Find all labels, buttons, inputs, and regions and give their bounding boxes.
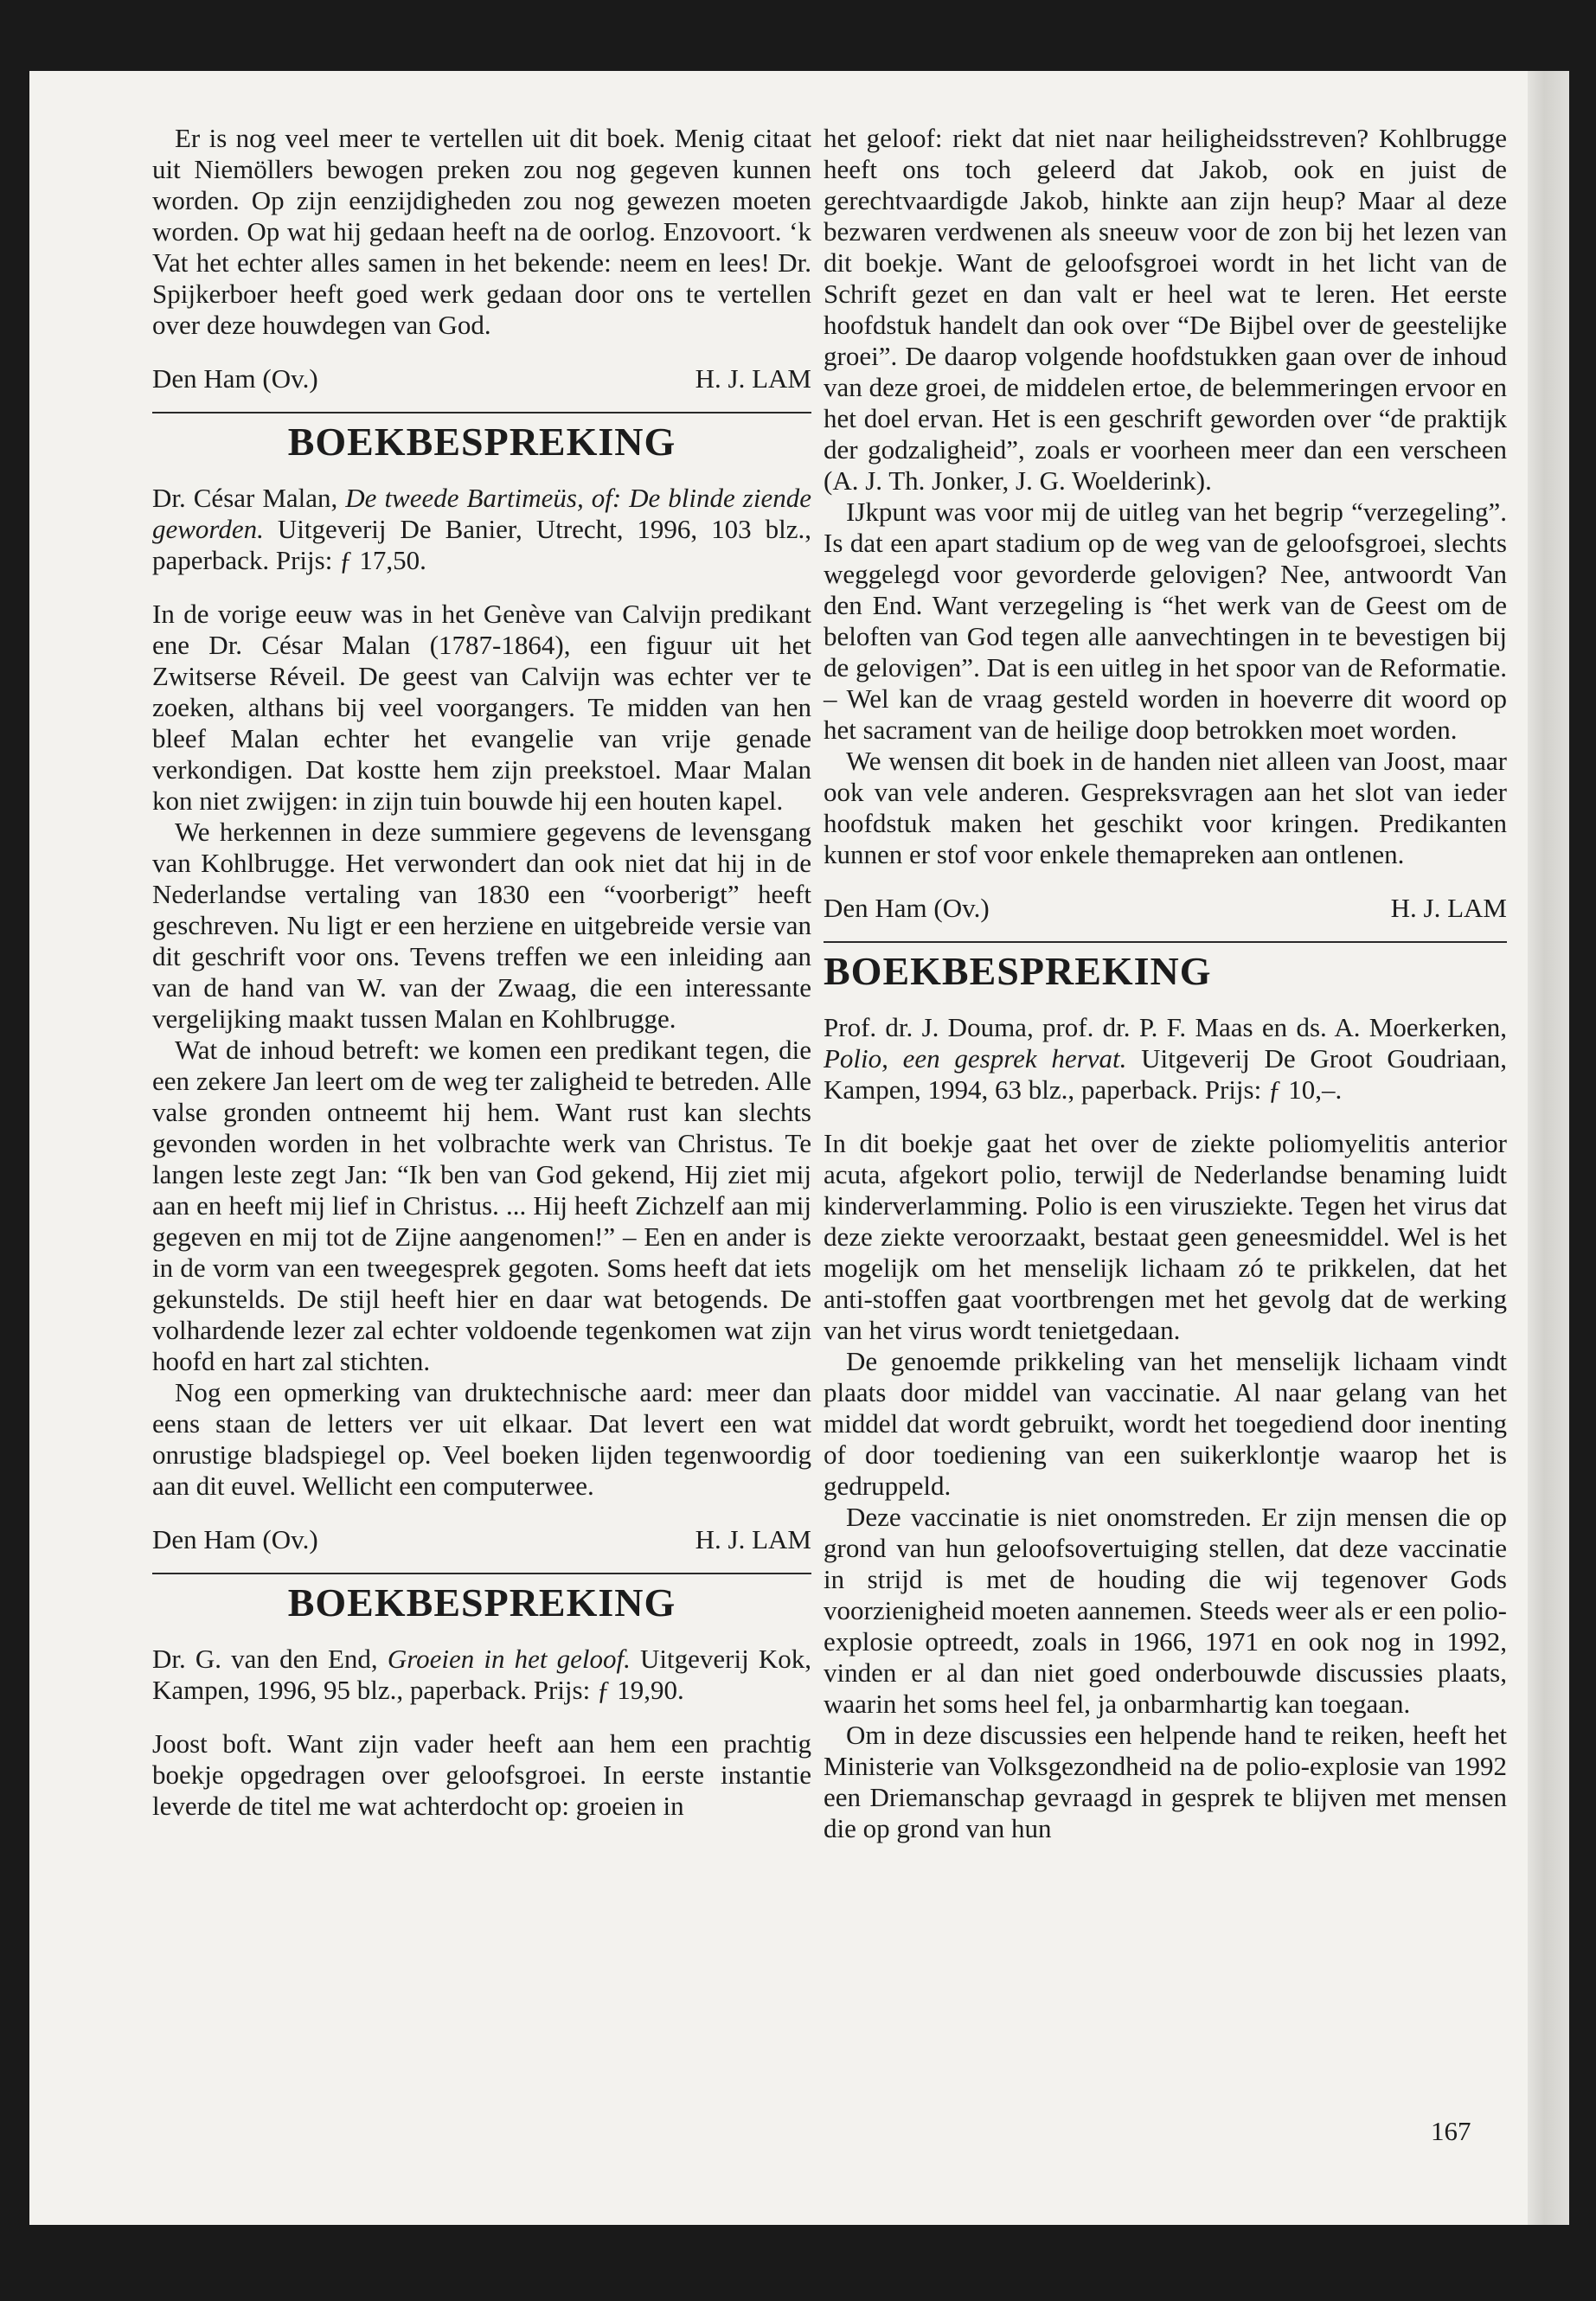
review-paragraph: IJkpunt was voor mij de uitleg van het begrip “verzegeling”. Is dat een apart stadium op de weg van de geloofsgroei, slechts weggelegd voor gevorderde gelovigen? Nee, antwoordt Van den End. Want verzegeling is “het werk van de Geest om de beloften van God tegen alle aanvechtingen in te bevestigen bij de gelovigen”. Dat is een uitleg in het spoor van de Reformatie. – Wel kan de vraag gesteld worden in hoeverre dit woord op het sacrament van de heilige doop betrokken moet worden.	[824, 497, 1507, 745]
book-author: Dr. G. van den End,	[152, 1644, 388, 1674]
book-reference	[152, 1644, 811, 1706]
book-title: De tweede Bartimeüs, of: De blinde ziende geworden.	[152, 483, 811, 544]
book-author: Prof. dr. J. Douma, prof. dr. P. F. Maas en ds. A. Moerkerken,	[824, 1012, 1507, 1042]
review-heading: BOEKBESPREKING	[824, 949, 1212, 993]
review-paragraph: In dit boekje gaat het over de ziekte poliomyelitis anterior acuta, afgekort polio, terwijl de Nederlandse benaming luidt kinderverlamming. Polio is een virusziekte. Tegen het virus dat deze ziekte veroorzaakt, bestaat geen geneesmiddel. Wel is het mogelijk om het menselijk lichaam zó te prikkelen, dat het anti-stoffen gaat voortbrengen met het gevolg dat de werking van het virus wordt tenietgedaan.	[824, 1128, 1507, 1345]
signature-author: H. J. LAM	[695, 363, 811, 394]
review-paragraph: In de vorige eeuw was in het Genève van Calvijn predikant ene Dr. César Malan (1787-1864), een figuur uit het Zwitserse Réveil. De geest van Calvijn was echter ver te zoeken, althans bij veel voorgangers. Te midden van hen bleef Malan echter het evangelie van vrije genade verkondigen. Dat kostte hem zijn preekstoel. Maar Malan kon niet zwijgen: in zijn tuin bouwde hij een houten kapel.	[152, 599, 811, 816]
review-heading: BOEKBESPREKING	[287, 420, 676, 464]
book-details: Uitgeverij De Banier, Utrecht, 1996, 103 blz., paperback. Prijs: ƒ 17,50.	[152, 514, 812, 575]
book-details: Uitgeverij Kok, Kampen, 1996, 95 blz., paperback. Prijs: ƒ 19,90.	[152, 1644, 812, 1705]
page-number: 167	[1431, 2116, 1471, 2146]
book-title: Polio, een gesprek hervat.	[824, 1043, 1142, 1074]
review-paragraph: Joost boft. Want zijn vader heeft aan hem een prachtig boekje opgedragen over geloofsgroei. In eerste instantie leverde de titel me wat achterdocht op: groeien in	[152, 1728, 811, 1821]
book-reference	[152, 483, 811, 576]
right-column	[824, 123, 1507, 1844]
intro-paragraph: Er is nog veel meer te vertellen uit dit boek. Menig citaat uit Niemöllers bewogen preken zou nog gegeven kunnen worden. Op zijn eenzijdigheden zou nog gewezen moeten worden. Op wat hij gedaan heeft na de oorlog. Enzovoort. ‘k Vat het echter alles samen in het bekende: neem en lees! Dr. Spijkerboer heeft goed werk gedaan door ons te vertellen over deze houwdegen van God.	[152, 123, 811, 340]
review-paragraph: We herkennen in deze summiere gegevens de levensgang van Kohlbrugge. Het verwondert dan ook niet dat hij in de Nederlandse vertaling van 1830 een “voorberigt” heeft geschreven. Nu ligt er een herziene en uitgebreide versie van dit geschrift voor ons. Tevens treffen we een inleiding aan van de hand van W. van der Zwaag, die een interessante vergelijking maakt tussen Malan en Kohlbrugge.	[152, 817, 811, 1034]
signature-author: H. J. LAM	[695, 1524, 811, 1554]
scan-border	[0, 2227, 1596, 2301]
signature-place: Den Ham (Ov.)	[824, 893, 990, 923]
book-author: Dr. César Malan,	[152, 483, 346, 513]
review-paragraph: Nog een opmerking van druktechnische aard: meer dan eens staan de letters ver uit elkaar. Dat levert een wat onrustige bladspiegel op. Veel boeken lijden tegenwoordig aan dit euvel. Wellicht een computerwee.	[152, 1377, 811, 1501]
signature-author: H. J. LAM	[1390, 893, 1507, 923]
book-details: Uitgeverij De Groot Goudriaan, Kampen, 1994, 63 blz., paperback. Prijs: ƒ 10,–.	[824, 1043, 1507, 1105]
book-title: Groeien in het geloof.	[387, 1644, 641, 1674]
review-paragraph: De genoemde prikkeling van het menselijk lichaam vindt plaats door middel van vaccinatie. Al naar gelang van het middel dat wordt gebruikt, wordt het toegediend door inenting of door toediening van een suikerklontje waarop het is gedruppeld.	[824, 1346, 1507, 1501]
section-divider	[824, 941, 1507, 943]
signature	[824, 893, 1507, 924]
left-column	[152, 123, 811, 1822]
book-page	[29, 71, 1569, 2225]
signature-place: Den Ham (Ov.)	[152, 363, 318, 394]
signature	[152, 1524, 811, 1555]
review-paragraph: We wensen dit boek in de handen niet alleen van Joost, maar ook van vele anderen. Gespreksvragen aan het slot van ieder hoofdstuk maken het geschikt voor kringen. Predikanten kunnen er stof voor enkele themapreken aan ontlenen.	[824, 746, 1507, 869]
review-paragraph: Om in deze discussies een helpende hand te reiken, heeft het Ministerie van Volksgezondheid na de polio-explosie van 1992 een Driemanschap gevraagd in gesprek te blijven met mensen die op grond van hun	[824, 1720, 1507, 1843]
book-reference	[824, 1012, 1507, 1106]
section-divider	[152, 1573, 811, 1574]
page-edge	[1528, 71, 1569, 2225]
signature-place: Den Ham (Ov.)	[152, 1524, 318, 1554]
review-heading: BOEKBESPREKING	[287, 1580, 676, 1625]
section-divider	[152, 412, 811, 413]
review-paragraph: Wat de inhoud betreft: we komen een predikant tegen, die een zekere Jan leert om de weg ter zaligheid te betreden. Alle valse gronden ontneemt hij hem. Want rust kan slechts gevonden worden in het volbrachte werk van Christus. Te langen leste zegt Jan: “Ik ben van God gekend, Hij ziet mij aan en heeft mij lief in Christus. ... Hij heeft Zichzelf aan mij gegeven en mij tot de Zijne aangenomen!” – Een en ander is in de vorm van een tweegesprek gegoten. Soms heeft dat iets gekunstelds. De stijl heeft hier en daar wat betogends. De volhardende lezer zal echter voldoende tegenkomen wat zijn hoofd en hart zal stichten.	[152, 1035, 811, 1376]
review-paragraph: het geloof: riekt dat niet naar heiligheidsstreven? Kohlbrugge heeft ons toch geleerd dat Jakob, ook en juist de gerechtvaardigde Jakob, hinkte aan zijn heup? Maar al deze bezwaren verdwenen als sneeuw voor de zon bij het lezen van dit boekje. Want de geloofsgroei wordt in het licht van de Schrift gezet en dan valt er heel wat te leren. Het eerste hoofdstuk handelt dan ook over “De Bijbel over de geestelijke groei”. De daarop volgende hoofdstukken gaan over de inhoud van deze groei, de middelen ertoe, de belemmeringen ervoor en het doel ervan. Het is een geschrift geworden over “de praktijk der godzaligheid”, zoals er voorheen meer dan een verscheen (A. J. Th. Jonker, J. G. Woelderink).	[824, 123, 1507, 496]
signature	[152, 363, 811, 394]
review-paragraph: Deze vaccinatie is niet onomstreden. Er zijn mensen die op grond van hun geloofsovertuiging stellen, dat deze vaccinatie in strijd is met de houding die wij tegenover Gods voorzienigheid moeten aannemen. Steeds weer als er een polio-explosie optreedt, zoals in 1966, 1971 en ook nog in 1992, vinden er al dan niet goed onderbouwde discussies plaats, waarin het soms heel fel, ja onbarmhartig kan toegaan.	[824, 1502, 1507, 1719]
